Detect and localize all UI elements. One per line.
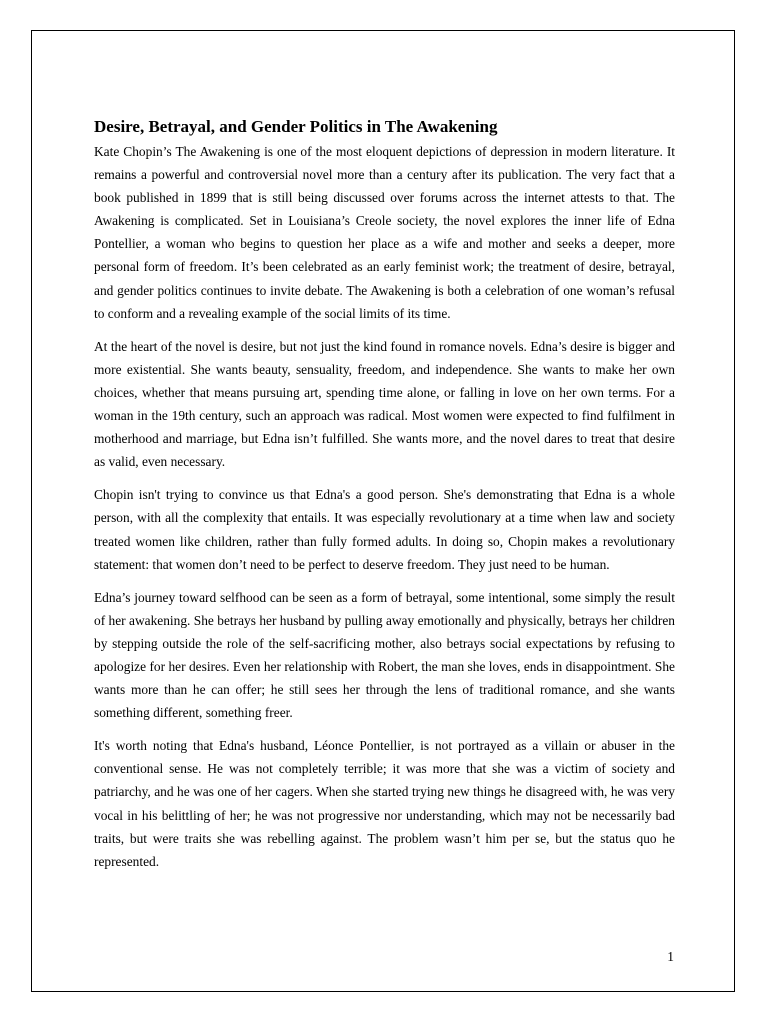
page-number: 1 <box>667 949 674 964</box>
document-page <box>31 30 735 992</box>
paragraph: Kate Chopin’s The Awakening is one of the most eloquent depictions of depression in modern literature. It remains a powerful and controversial novel more than a century after its publication. The very fact that a book published in 1899 that is still being discussed over forums across the internet attests to that. The Awakening is complicated. Set in Louisiana’s Creole society, the novel explores the inner life of Edna Pontellier, a woman who begins to question her place as a wife and mother and seeks a deeper, more personal form of freedom. It’s been celebrated as an early feminist work; the treatment of desire, betrayal, and gender politics continues to invite debate. The Awakening is both a celebration of one woman’s refusal to conform and a revealing example of the social limits of its time. <box>94 144 675 321</box>
document-title: Desire, Betrayal, and Gender Politics in The Awakening <box>94 117 498 136</box>
paragraph: Chopin isn't trying to convince us that Edna's a good person. She's demonstrating that Edna is a whole person, with all the complexity that entails. It was especially revolutionary at a time when law and society treated women like children, rather than fully formed adults. In doing so, Chopin makes a revolutionary statement: that women don’t need to be perfect to deserve freedom. They just need to be human. <box>94 487 675 572</box>
paragraph: At the heart of the novel is desire, but not just the kind found in romance novels. Edna’s desire is bigger and more existential. She wants beauty, sensuality, freedom, and independence. She wants to make her own choices, whether that means pursuing art, spending time alone, or falling in love on her own terms. For a woman in the 19th century, such an approach was radical. Most women were expected to find fulfilment in motherhood and marriage, but Edna isn’t fulfilled. She wants more, and the novel dares to treat that desire as valid, even necessary. <box>94 338 675 470</box>
paragraph: It's worth noting that Edna's husband, Léonce Pontellier, is not portrayed as a villain or abuser in the conventional sense. He was not completely terrible; it was more that she was a victim of society and patriarchy, and he was one of her cagers. When she started trying new things he disagreed with, he was very vocal in his belittling of her; he was not progressive nor understanding, which may not be necessarily bad traits, but were traits she was rebelling against. The problem wasn’t him per se, but the status quo he represented. <box>94 738 675 869</box>
paragraph: Edna’s journey toward selfhood can be seen as a form of betrayal, some intentional, some simply the result of her awakening. She betrays her husband by pulling away emotionally and physically, betrays her children by stepping outside the role of the self-sacrificing mother, also betrays social expectations by refusing to apologize for her desires. Even her relationship with Robert, the man she loves, ends in disappointment. She wants more than he can offer; he still sees her through the lens of traditional romance, and she wants something different, something freer. <box>94 589 675 721</box>
document-body <box>94 116 675 883</box>
